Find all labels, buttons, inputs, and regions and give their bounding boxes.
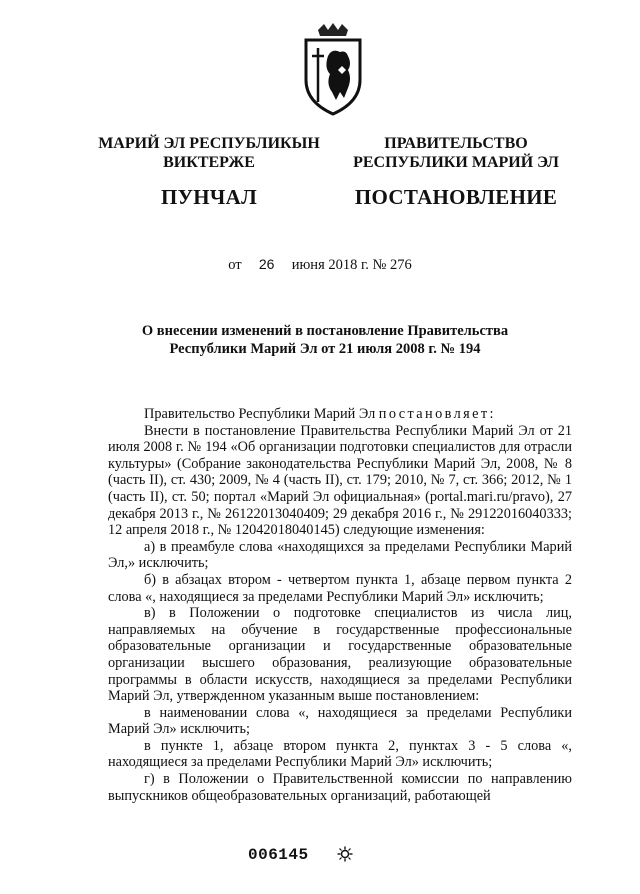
body-paragraph: в) в Положении о подготовке специалистов из числа лиц, направляемых на обучение в государственные профессиональные образовательные организации и государственные образовательные организации высшего образования, реализующие образовательные программы в области искусств, находящиеся за пределами Республики Марий Эл, утвержденном указанным выше постановлением: bbox=[108, 605, 572, 705]
intro-text: Правительство Республики Марий Эл bbox=[144, 406, 376, 422]
body-paragraph: в наименовании слова «, находящиеся за пределами Республики Марий Эл» исключить; bbox=[108, 704, 572, 738]
header-left-kind: ПУНЧАЛ bbox=[160, 185, 258, 209]
body-paragraph: Внести в постановление Правительства Республики Марий Эл от 21 июля 2008 г. № 194 «Об организации подготовки специалистов для отрасли культуры» (Собрание законодательства Республики Марий Эл, 2008, № 8 (часть II), ст. 430; 2009, № 4 (часть II), ст. 179; 2010, № 7, ст. 366; 2012, № 1 (часть II), ст. 50; портал «Марий Эл официальная» (portal.mari.ru/pravo), 27 декабря 2013 г., № 26122013040409; 29 декабря 2016 г., № 29122016040333; 12 апреля 2018 г., № 12042018040145) следующие изменения: bbox=[108, 422, 572, 539]
header-right-line2: РЕСПУБЛИКИ МАРИЙ ЭЛ bbox=[353, 154, 559, 171]
body-paragraph: в пункте 1, абзаце втором пункта 2, пунктах 3 - 5 слова «, находящиеся за пределами Республики Марий Эл» исключить; bbox=[108, 737, 572, 771]
date-line bbox=[0, 256, 640, 274]
date-prefix: от bbox=[228, 257, 242, 273]
document-number: 276 bbox=[390, 257, 412, 273]
header-right-line1: ПРАВИТЕЛЬСТВО bbox=[384, 135, 528, 152]
body-paragraph: г) в Положении о Правительственной комиссии по направлению выпускников общеобразовательных организаций, работающей bbox=[108, 771, 572, 804]
document-body bbox=[108, 406, 572, 804]
coat-of-arms-icon bbox=[298, 22, 368, 117]
header-left-line1: МАРИЙ ЭЛ РЕСПУБЛИКЫН bbox=[98, 135, 320, 152]
intro-paragraph bbox=[108, 406, 572, 423]
header-right bbox=[344, 134, 568, 210]
header-right-kind: ПОСТАНОВЛЕНИЕ bbox=[354, 185, 558, 209]
title-line1: О внесении изменений в постановление Правительства bbox=[141, 323, 509, 339]
serial-number: 006145 bbox=[248, 846, 309, 864]
document-title bbox=[120, 322, 530, 358]
header-left bbox=[86, 134, 332, 210]
date-month-year: июня 2018 г. № bbox=[291, 257, 387, 273]
body-paragraph: б) в абзацах втором - четвертом пункта 1, абзаце первом пункта 2 слова «, находящиеся за пределами Республики Марий Эл» исключить; bbox=[108, 571, 572, 605]
intro-decree-word: постановляет: bbox=[378, 406, 496, 422]
body-paragraph: а) в преамбуле слова «находящихся за пределами Республики Марий Эл,» исключить; bbox=[108, 538, 572, 572]
date-day: 26 bbox=[258, 256, 275, 272]
header-left-line2: ВИКТЕРЖЕ bbox=[163, 154, 255, 171]
star-mark-icon bbox=[337, 846, 353, 862]
title-line2: Республики Марий Эл от 21 июля 2008 г. № 194 bbox=[169, 341, 481, 357]
